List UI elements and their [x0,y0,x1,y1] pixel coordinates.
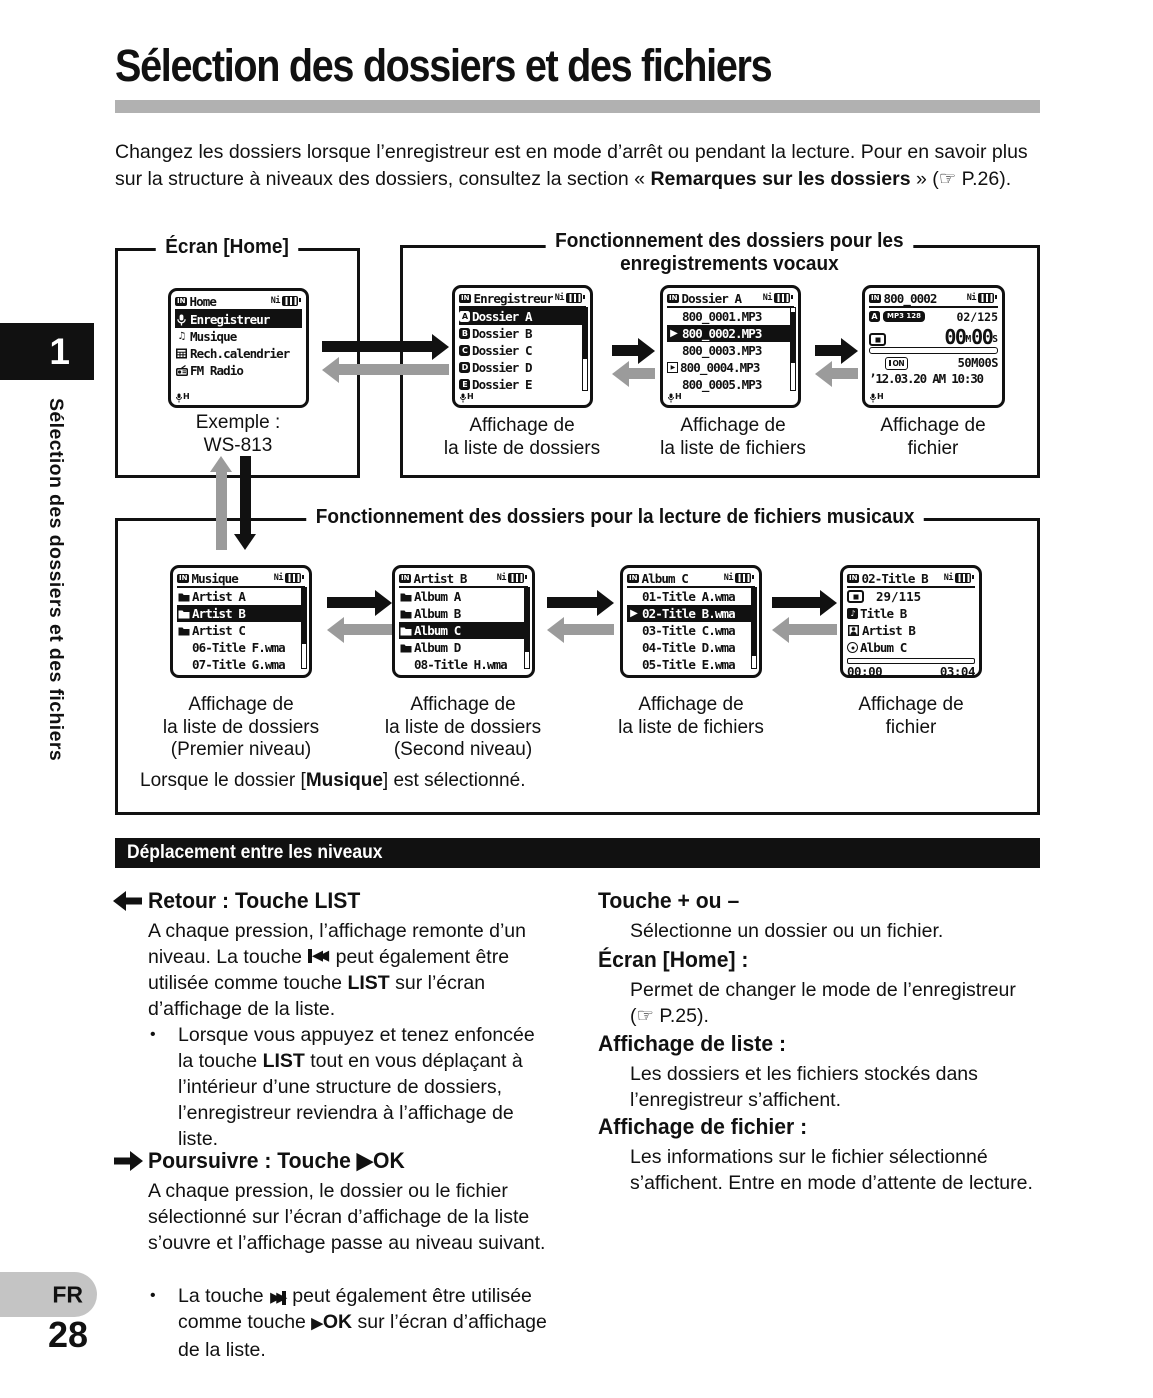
arrow-back [789,624,837,635]
battery-icon [955,573,971,583]
internal-memory-icon: IN [669,293,678,302]
folder-letter-badge: D [459,362,470,373]
scrollbar [582,307,588,391]
title-underline-bar [115,100,1040,113]
index-mark-icon: ▶ [667,362,678,373]
scrollbar [301,587,307,669]
home-box-label: Écran [Home] [156,236,299,259]
file-counter: 02/125 [956,309,998,324]
elapsed-time-row: 00 M 00 S [869,324,998,346]
return-bullet: • Lorsque vous appuyez et tenez enfoncée la touche LIST tout en vous déplaçant à l’intérieur d’une structure de dossiers, l’enregistreur reviendra à l’affichage de liste. [150,1024,535,1150]
list-item: 01-Title A.wma [642,589,735,604]
lcd-voice-file-display [862,285,1005,408]
next-button-icon: ▶▶ [270,1291,286,1305]
list-item: Artist C [177,622,305,639]
list-item: Enregistreur [175,311,302,328]
continue-paragraph: A chaque pression, le dossier ou le fichier sélectionné sur l’écran d’affichage de la liste s’ouvre et l’affichage passe au niveau suivant. [148,1180,546,1254]
lcd-header: IN Dossier A Ni [667,290,794,308]
file-display-heading: Affichage de fichier : [598,1114,808,1139]
arrow-forward [547,597,597,608]
stop-icon [869,333,886,346]
continue-bullet: • La touche ▶▶ peut également être utilisée comme touche ▶OK sur l’écran d’affichage de la liste. [150,1285,547,1361]
caption-music-folder-2: Affichage de la liste de dossiers (Second niveau) [384,694,542,760]
lcd-voice-folder-list [452,285,593,408]
battery-icon [735,573,751,583]
mic-sense-indicator: H [668,393,682,403]
folder-icon [177,591,190,603]
folder-letter-badge: B [459,328,470,339]
lcd-music-folder-list-1 [170,565,312,678]
list-item: D Dossier D [459,359,586,376]
track-title-row: ♪ Title B [847,605,975,622]
list-item: B Dossier B [459,325,586,342]
folder-letter-badge: E [459,379,470,390]
back-arrow-icon [112,890,144,912]
remaining-time-row [869,356,998,370]
artist-icon [847,625,860,637]
microphone-icon [175,314,188,326]
lcd-header: IN Artist B Ni [399,570,528,588]
internal-memory-icon: IN [849,573,858,582]
lcd-header: IN Enregistreur Ni [459,290,586,308]
intro-paragraph: Changez les dossiers lorsque l’enregistreur est en mode d’arrêt ou pendant la lecture. Pour en savoir plus sur la structure à niveaux des dossiers, consultez la section « Remarques sur les dossiers » (☞ P.26). [115,141,1028,190]
arrow-forward [772,597,820,608]
folder-icon [399,642,412,654]
mic-sense-indicator: H [870,393,884,403]
scrollbar [751,587,757,669]
return-heading: Retour : Touche LIST [148,888,361,913]
arrow-back [344,624,392,635]
list-item: ▶ 02-Title B.wma [627,605,755,622]
calendar-icon [175,348,188,360]
list-item: 800_0005.MP3 [682,377,762,392]
lcd-header: IN Musique Ni [177,570,305,588]
return-paragraph: A chaque pression, l’affichage remonte d’un niveau. La touche ◀◀ peut également être utilisée comme touche LIST sur l’écran d’affichage de la liste. [148,920,526,1020]
battery-icon [774,293,790,303]
arrow-back [832,368,858,379]
folder-letter-badge: C [459,345,470,356]
play-icon: ▶ [670,327,677,339]
list-item: 03-Title C.wma [642,623,735,638]
folder-letter-badge: A [459,311,470,322]
bullet: • [150,1026,156,1043]
caption-music-folder-1: Affichage de la liste de dossiers (Premier niveau) [162,694,320,760]
music-note-icon: ♫ [177,330,186,342]
internal-memory-icon: IN [871,293,880,302]
internal-memory-icon: IN [461,293,470,302]
track-counter: 29/115 [876,589,922,604]
list-item: Rech.calendrier [175,345,302,362]
file-info-row [869,309,998,324]
arrow-back [339,364,449,375]
page-number: 28 [48,1314,89,1355]
folder-icon [399,608,412,620]
lcd-music-folder-list-2 [392,565,535,678]
battery-icon [508,573,524,583]
format-badge: MP3 128 [883,311,925,322]
list-item: 800_0003.MP3 [682,343,762,358]
artist-row: Artist B [847,622,975,639]
page-title: Sélection des dossiers et des fichiers [115,40,772,91]
lcd-music-file-display [840,565,982,678]
record-date: ’12.03.20 AM 10:30 [869,371,983,386]
lcd-header: IN 800_0002 Ni [869,290,998,308]
continue-heading: Poursuivre : Touche ▶OK [148,1148,405,1173]
file-display-paragraph: Les informations sur le fichier sélectionné s’affichent. Entre en mode d’attente de lecture. [630,1146,1033,1194]
folder-icon [399,591,412,603]
folder-open-icon [399,625,412,637]
internal-memory-icon: IN [177,296,186,305]
arrow-forward [322,341,432,352]
caption-music-file-list: Affichage de la liste de fichiers [618,694,764,738]
scrollbar-thumb [525,588,529,652]
lcd-header: IN 02-Title B Ni [847,570,975,588]
list-item: Album B [399,605,528,622]
list-item: C Dossier C [459,342,586,359]
arrow-forward [612,345,638,356]
scrollbar [790,307,796,391]
time-row [847,664,975,679]
lcd-header: IN Home Ni [175,293,302,311]
list-item: A Dossier A [459,308,586,325]
scrollbar-thumb [302,588,306,644]
scrollbar-thumb [583,308,587,359]
chapter-number-tab: 1 [0,323,94,380]
list-display-paragraph: Les dossiers et les fichiers stockés dans l’enregistreur s’affichent. [630,1063,978,1111]
arrow-up [216,472,227,550]
album-row: Album C [847,639,975,656]
caption-voice-file-display: Affichage de fichier [880,415,986,459]
list-item: ▶ 800_0002.MP3 [667,325,794,342]
caption-voice-file-list: Affichage de la liste de fichiers [660,415,806,459]
list-item: ▶ 800_0004.MP3 [667,359,794,376]
previous-button-icon: ◀◀ [308,949,329,963]
play-ok-icon: ▶ [311,1315,323,1332]
music-selected-note: Lorsque le dossier [Musique] est sélectionné. [140,770,526,791]
sidebar-chapter-title: Sélection des dossiers et des fichiers [45,398,67,762]
arrow-forward [815,345,841,356]
home-screen-heading: Écran [Home] : [598,947,749,972]
arrow-back [629,368,655,379]
play-position-badge: ON [885,357,908,370]
plus-minus-paragraph: Sélectionne un dossier ou un fichier. [630,920,944,942]
battery-icon [282,296,298,306]
list-item: Album C [399,622,528,639]
music-box-label: Fonctionnement des dossiers pour la lecture de fichiers musicaux [306,506,924,529]
example-caption: Exemple : WS-813 [195,412,281,456]
radio-icon [175,365,188,377]
list-item: 07-Title G.wma [192,657,285,672]
forward-arrow-icon [112,1150,144,1172]
internal-memory-icon: IN [401,573,410,582]
folder-letter-badge: A [869,311,880,322]
list-item: E Dossier E [459,376,586,393]
caption-voice-folder-list: Affichage de la liste de dossiers [443,415,601,459]
lcd-music-file-list [620,565,762,678]
caption-music-file-display: Affichage de fichier [858,694,964,738]
arrow-forward [327,597,375,608]
list-item: 06-Title F.wma [192,640,285,655]
battery-icon [978,293,994,303]
folder-open-icon [177,608,190,620]
music-note-icon: ♪ [847,608,858,619]
home-screen-paragraph: Permet de changer le mode de l’enregistreur (☞ P.25). [630,979,1016,1027]
section-header-bar: Déplacement entre les niveaux [115,838,1040,868]
plus-minus-heading: Touche + ou – [598,888,740,913]
list-item: Artist A [177,588,305,605]
lcd-header: IN Album C Ni [627,570,755,588]
list-item: Artist B [177,605,305,622]
list-item: FM Radio [175,362,302,379]
track-counter-row [847,588,975,605]
scrollbar-thumb [752,588,756,656]
list-item: Album D [399,639,528,656]
album-disc-icon [847,642,858,653]
folder-icon [177,625,190,637]
list-item: 05-Title E.wma [642,657,735,672]
remaining-time: 50M00S [957,356,998,370]
lcd-home-screen [168,288,309,408]
mic-sense-indicator: H [176,393,190,403]
play-icon: ▶ [630,607,637,619]
list-item: 800_0001.MP3 [682,309,762,324]
lcd-voice-file-list [660,285,801,408]
list-item: 04-Title D.wma [642,640,735,655]
arrow-down [240,456,251,534]
list-item: ♫ Musique [175,328,302,345]
stop-icon [847,590,864,603]
battery-icon [285,573,301,583]
internal-memory-icon: IN [179,573,188,582]
list-display-heading: Affichage de liste : [598,1031,787,1056]
arrow-back [564,624,614,635]
scrollbar [524,587,530,669]
total-time: 03:04 [939,664,975,679]
battery-icon [566,293,582,303]
list-item: 08-Title H.wma [414,657,507,672]
scrollbar-thumb [791,312,795,363]
language-badge: FR [0,1272,97,1317]
voice-box-label: Fonctionnement des dossiers pour les enregistrements vocaux [546,230,913,276]
elapsed-time: 00:00 [847,664,883,679]
internal-memory-icon: IN [629,573,638,582]
bullet: • [150,1287,156,1304]
list-item: Album A [399,588,528,605]
mic-sense-indicator: H [460,393,474,403]
